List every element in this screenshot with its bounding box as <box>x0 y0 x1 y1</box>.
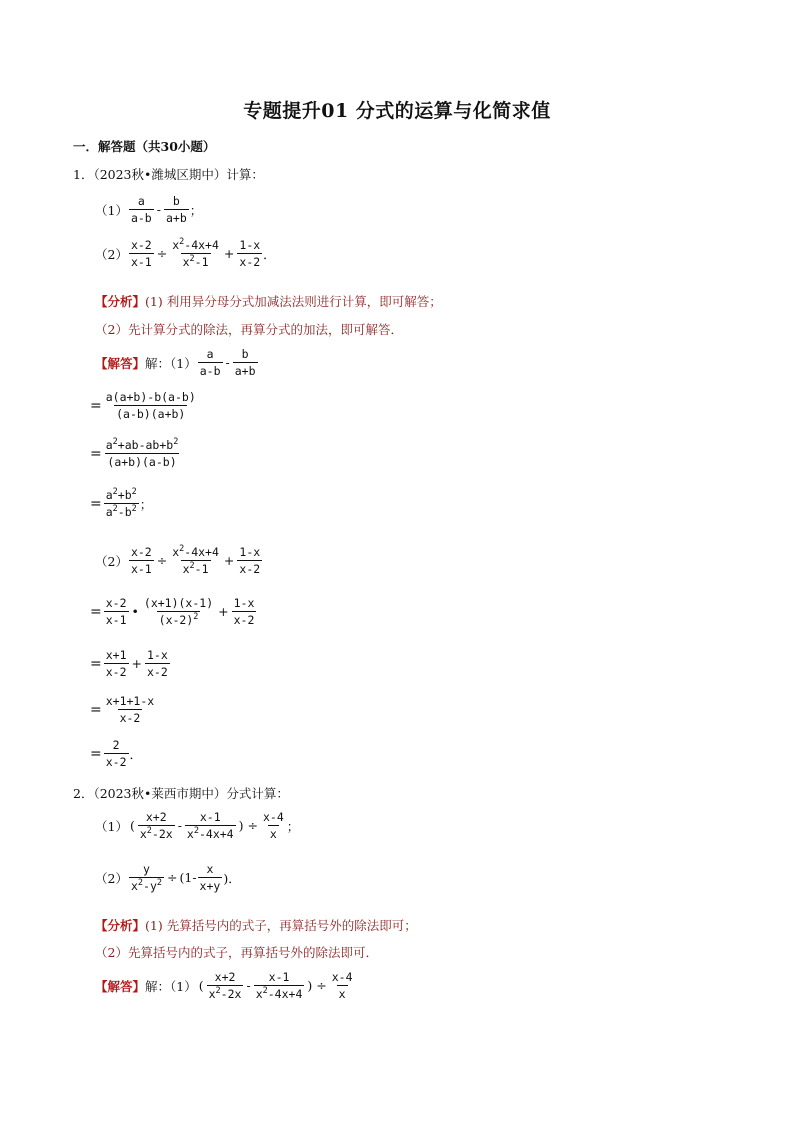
fraction: $\frac{y}{x^2-y^2}$ <box>130 862 162 893</box>
fraction: $\frac{x-4}{x}$ <box>331 970 353 1001</box>
fraction: $\frac{x-1}{x^2-4x+4}$ <box>186 810 234 841</box>
fraction: $\frac{b}{a+b}$ <box>234 347 256 378</box>
fraction: $\frac{b}{a+b}$ <box>165 194 187 225</box>
fraction: $\frac{x+2}{x^2-2x}$ <box>139 810 173 841</box>
question-2-head: 2．（2023秋•莱西市期中）分式计算： <box>73 786 289 801</box>
q1-p2-step-2: = $\frac{x+1}{x-2}$ + $\frac{1-x}{x-2}$ <box>90 648 168 679</box>
fraction: $\frac{x+1+1-x}{x-2}$ <box>105 694 155 725</box>
fraction: $\frac{x-4}{x}$ <box>262 810 284 841</box>
fraction: $\frac{x-2}{x-1}$ <box>130 545 152 576</box>
q1-step-1: = $\frac{a(a+b)-b(a-b)}{(a-b)(a+b)}$ <box>90 390 196 421</box>
q1-p2-step-3: = $\frac{x+1+1-x}{x-2}$ <box>90 694 155 725</box>
fraction: $\frac{x+1}{x-2}$ <box>105 648 127 679</box>
q1-step-3: = $\frac{a^2+b^2}{a^2-b^2}$ ； <box>90 487 153 519</box>
q2-analysis-1: 【分析】(1) 先算括号内的式子，再算括号外的除法即可； <box>95 918 417 933</box>
q1-p2-step-4: = $\frac{2}{x-2}$ ． <box>90 738 143 769</box>
q1-analysis-1: 【分析】(1) 利用异分母分式加减法法则进行计算，即可解答； <box>95 294 442 309</box>
question-1-head: 1．（2023秋•潍城区期中）计算： <box>73 167 264 182</box>
fraction: $\frac{2}{x-2}$ <box>105 738 127 769</box>
q1-part2-restate: （2） $\frac{x-2}{x-1}$ ÷ $\frac{x^2-4x+4}{x^2-1}$ + $\frac{1-x}{x-2}$ <box>95 544 261 576</box>
fraction: $\frac{a}{a-b}$ <box>130 194 152 225</box>
q1-answer-lead: 【解答】 解：（1） $\frac{a}{a-b}$ - $\frac{b}{a+b}$ <box>95 347 256 378</box>
q1-p2-label: （2） <box>95 246 128 262</box>
fraction: $\frac{1-x}{x-2}$ <box>239 238 261 269</box>
q2-answer-lead: 【解答】 解：（1） ( $\frac{x+2}{x^2-2x}$ - $\frac{x-1}{x^2-4x+4}$ ) ÷ $\frac{x-4}{x}$ <box>95 970 353 1001</box>
fraction: $\frac{a}{a-b}$ <box>199 347 221 378</box>
q1-analysis-2: （2）先计算分式的除法，再算分式的加法，即可解答． <box>95 322 403 337</box>
fraction: $\frac{a(a+b)-b(a-b)}{(a-b)(a+b)}$ <box>105 390 196 421</box>
q1-step-2: = $\frac{a^2+ab-ab+b^2}{(a+b)(a-b)}$ <box>90 437 179 469</box>
fraction: $\frac{a^2+b^2}{a^2-b^2}$ <box>105 487 137 519</box>
fraction: $\frac{a^2+ab-ab+b^2}{(a+b)(a-b)}$ <box>105 437 179 469</box>
fraction: $\frac{1-x}{x-2}$ <box>233 596 255 627</box>
fraction: $\frac{x-2}{x-1}$ <box>105 596 127 627</box>
q2-analysis-2: （2）先算括号内的式子，再算括号外的除法即可． <box>95 945 378 960</box>
page-title: 专题提升01 分式的运算与化简求值 <box>243 100 551 122</box>
fraction: $\frac{1-x}{x-2}$ <box>239 545 261 576</box>
q1-part2: （2） $\frac{x-2}{x-1}$ ÷ $\frac{x^2-4x+4}{x^2-1}$ + $\frac{1-x}{x-2}$ ． <box>95 237 276 269</box>
fraction: $\frac{x+2}{x^2-2x}$ <box>208 970 242 1001</box>
q1-p1-label: （1） <box>95 202 128 218</box>
fraction: $\frac{1-x}{x-2}$ <box>147 648 168 679</box>
fraction: $\frac{(x+1)(x-1)}{(x-2)^2}$ <box>143 596 214 627</box>
fraction: $\frac{x-2}{x-1}$ <box>130 238 152 269</box>
fraction: $\frac{x}{x+y}$ <box>199 862 221 893</box>
q1-p2-step-1: = $\frac{x-2}{x-1}$ • $\frac{(x+1)(x-1)}{(x-2)^2}$ + $\frac{1-x}{x-2}$ <box>90 596 255 627</box>
fraction: $\frac{x^2-4x+4}{x^2-1}$ <box>172 237 219 269</box>
fraction: $\frac{x-1}{x^2-4x+4}$ <box>255 970 303 1001</box>
q2-part1: （1） ( $\frac{x+2}{x^2-2x}$ - $\frac{x-1}{x^2-4x+4}$ ) ÷ $\frac{x-4}{x}$ ； <box>95 810 300 841</box>
fraction: $\frac{x^2-4x+4}{x^2-1}$ <box>172 544 219 576</box>
section-heading: 一．解答题（共30小题） <box>73 139 216 154</box>
q1-part1: （1） $\frac{a}{a-b}$ - $\frac{b}{a+b}$ ； <box>95 194 203 225</box>
q2-part2: （2） $\frac{y}{x^2-y^2}$ ÷ (1- $\frac{x}{x+y}$ )． <box>95 862 241 893</box>
